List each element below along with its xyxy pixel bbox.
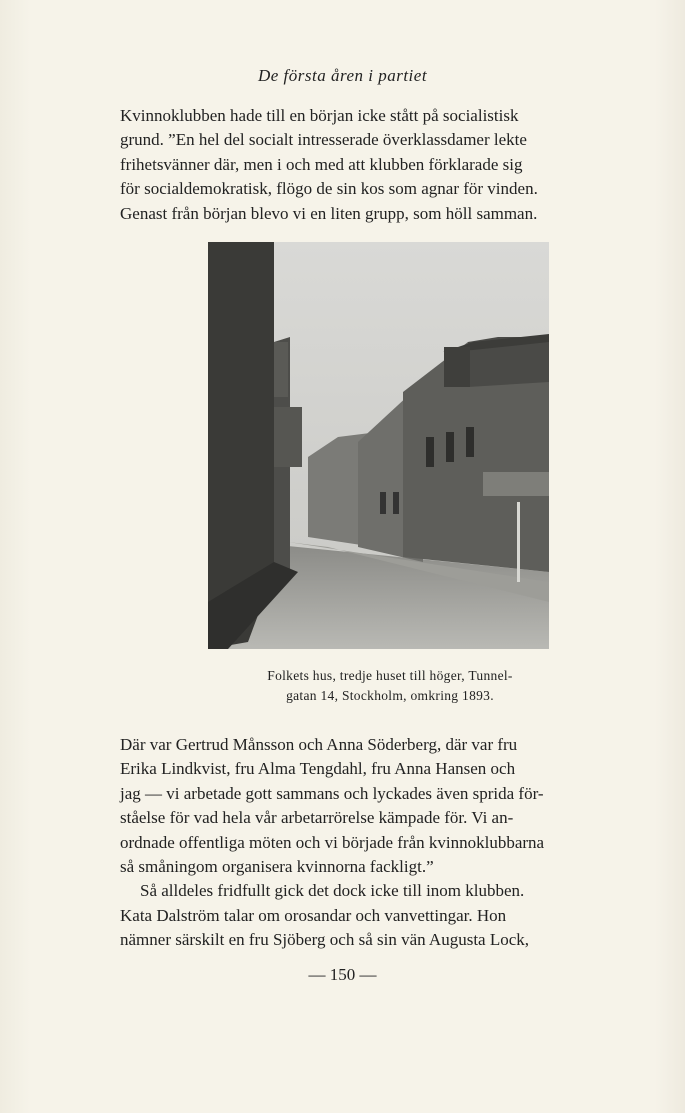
text-line: Genast från början blevo vi en liten grupp, som höll samman. [120, 203, 538, 223]
caption-line: gatan 14, Stockholm, omkring 1893. [286, 688, 494, 703]
text-line: Erika Lindkvist, fru Alma Tengdahl, fru Anna Hansen och [120, 759, 516, 779]
text-line: Där var Gertrud Månsson och Anna Söderberg, där var fru [120, 735, 518, 754]
text-line: Så alldeles fridfullt gick det dock icke till inom klubben. [140, 881, 525, 901]
text-line: Kvinnoklubben hade till en början icke stått på socialistisk [120, 106, 519, 125]
text-line: jag — vi arbetade gott sammans och lyckades även sprida för- [120, 783, 544, 803]
text-line: grund. ”En hel del socialt intresserade överklassdamer lekte [120, 130, 527, 150]
photo-caption [200, 666, 580, 706]
caption-line: Folkets hus, tredje huset till höger, Tunnel- [267, 668, 513, 683]
running-header: De första åren i partiet [257, 66, 428, 85]
street-photograph [208, 242, 549, 649]
text-line: Kata Dalström talar om orosandar och vanvettingar. Hon [120, 905, 507, 925]
text-line: ståelse för vad hela vår arbetarrörelse kämpade för. Vi an- [120, 808, 514, 828]
paragraph-2 [120, 733, 638, 953]
paragraph-1 [120, 104, 638, 226]
text-line: ordnade offentliga möten och vi började från kvinnoklubbarna [120, 832, 545, 852]
text-line: nämner särskilt en fru Sjöberg och så sin vän Augusta Lock, [120, 930, 530, 950]
text-line: så småningom organisera kvinnorna fackligt.” [120, 857, 434, 877]
text-line: för socialdemokratisk, flögo de sin kos som agnar för vinden. [120, 179, 538, 199]
text-line: frihetsvänner där, men i och med att klubben förklarade sig [120, 154, 523, 174]
page-number: — 150 — [308, 965, 377, 984]
